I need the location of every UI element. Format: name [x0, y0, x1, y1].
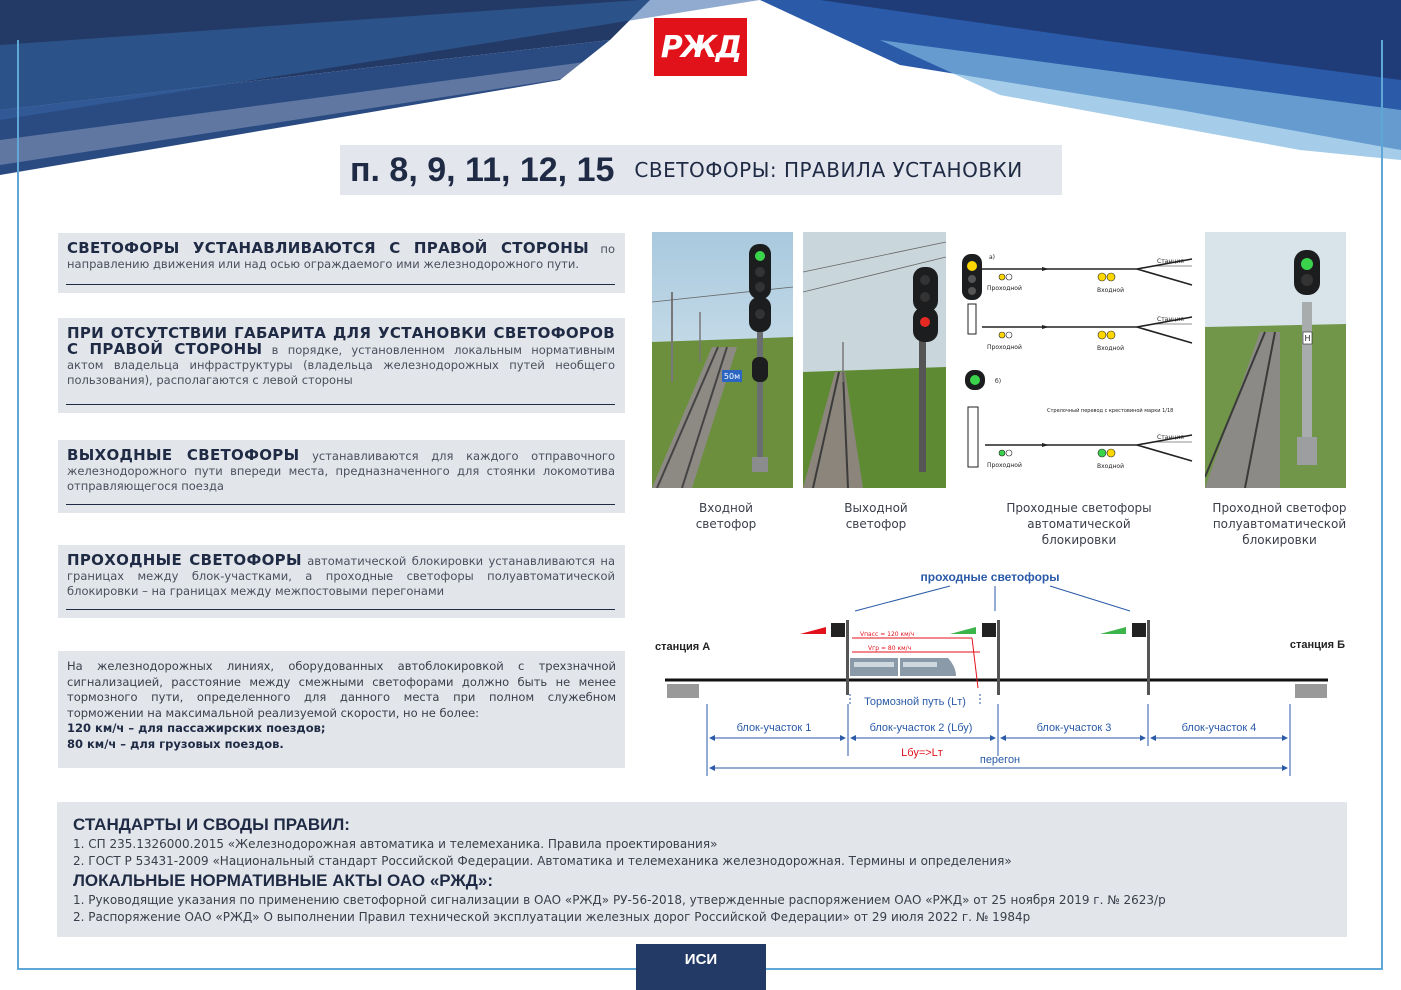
local-acts-heading: ЛОКАЛЬНЫЕ НОРМАТИВНЫЕ АКТЫ ОАО «РЖД»: [73, 871, 493, 890]
peregon-label: перегон [979, 754, 1021, 766]
rule-box-4 [58, 545, 625, 618]
standard-item: 2. ГОСТ Р 53431-2009 «Национальный стандарт Российской Федерации. Автоматика и телемеханика железнодорожная. Термины и определения» [73, 854, 1012, 868]
speed-passenger: Vпасс = 120 км/ч [860, 631, 915, 638]
scheme-station-label: Станция [1157, 434, 1184, 441]
scheme-station-label: Станция [1157, 258, 1184, 265]
local-act-item: 1. Руководящие указания по применению светофорной сигнализации в ОАО «РЖД» РУ-56-2018, утвержденные распоряжением ОАО «РЖД» от 25 ноября 2019 г. № 2623/р [73, 893, 1166, 907]
rule-body: устанавливаются для каждого отправочного железнодорожного пути впереди места, предназначенного для стоянки локомотива отправляющегося поезда [67, 449, 616, 493]
note-box [58, 651, 625, 768]
rzd-logo: РЖД [654, 18, 747, 76]
station-a-label: станция А [655, 641, 711, 653]
scheme-switch-label: Стрелочный перевод с крестовиной марки 1/18 [1047, 408, 1174, 414]
note-line-freight: 80 км/ч – для грузовых поездов. [67, 736, 284, 751]
photo-exit-signal [803, 232, 946, 488]
signal-plate: Н [1304, 334, 1311, 343]
block-3-label: блок-участок 3 [1036, 722, 1112, 734]
distance-sign-label: 50м [723, 372, 741, 381]
rule-box-1 [58, 233, 625, 293]
rule-head: ПРОХОДНЫЕ СВЕТОФОРЫ [67, 551, 302, 569]
rule-head: ПРИ ОТСУТСТВИИ ГАБАРИТА ДЛЯ УСТАНОВКИ СВЕТОФОРОВ С ПРАВОЙ СТОРОНЫ [67, 324, 615, 358]
standards-box [57, 802, 1347, 937]
signal-1 [800, 620, 849, 695]
scheme-automatic-block-signals [957, 232, 1197, 488]
footer-tab: ИСИ [636, 944, 766, 990]
caption-exit: Выходной светофор [844, 501, 908, 531]
rule-head: ВЫХОДНЫЕ СВЕТОФОРЫ [67, 446, 300, 464]
signal-3 [1100, 620, 1150, 695]
scheme-entry-label: Входной [1097, 463, 1124, 470]
local-act-item: 2. Распоряжение ОАО «РЖД» О выполнении Правил технической эксплуатации железных дорог Российской Федерации» от 29 июля 2022 г. № 1984р [73, 910, 1031, 924]
signal-2 [950, 620, 1000, 695]
rule-head: СВЕТОФОРЫ УСТАНАВЛИВАЮТСЯ С ПРАВОЙ СТОРОНЫ [67, 239, 589, 257]
title-number: п. 8, 9, 11, 12, 15 [350, 150, 615, 189]
relation-label: Lбу=>Lт [901, 747, 943, 759]
caption-semi-automatic: Проходной светофор полуавтоматической блокировки [1212, 501, 1347, 547]
scheme-b-label: б) [995, 378, 1002, 385]
rule-box-3 [58, 440, 625, 513]
scheme-passing-label: Проходной [987, 285, 1022, 292]
block-1-label: блок-участок 1 [736, 722, 812, 734]
speed-freight: Vгр = 80 км/ч [868, 645, 912, 652]
station-b-label: станция Б [1289, 639, 1345, 651]
rule-body: автоматической блокировки устанавливаются на границах между блок-участками, а проходные светофоры полуавтоматической блокировки – на границах между межпостовыми перегонами [67, 554, 616, 598]
page-title [340, 145, 1062, 195]
rule-body: в порядке, установленном локальным нормативным актом владельца инфраструктуры (владельца железнодорожных путей необщего пользования), располагаются с левой стороны [67, 343, 615, 387]
diagram-title: проходные светофоры [920, 570, 1060, 584]
note-line-passenger: 120 км/ч – для пассажирских поездов; [67, 721, 326, 735]
rule-box-2 [58, 318, 625, 413]
block-2-label: блок-участок 2 (Lбу) [869, 722, 973, 734]
caption-automatic: Проходные светофоры автоматической блокировки [1006, 501, 1152, 547]
scheme-passing-label: Проходной [987, 344, 1022, 351]
scheme-station-label: Станция [1157, 316, 1184, 323]
block-4-label: блок-участок 4 [1181, 722, 1257, 734]
train-icon [850, 658, 956, 676]
note-text: На железнодорожных линиях, оборудованных автоблокировкой с трехзначной сигнализацией, расстояние между смежными светофорами должно быть не менее тормозного пути, определенного для данного места при полном служебном торможении на максимальной реализуемой скорости, но не более: [67, 659, 616, 720]
block-section-diagram [650, 566, 1350, 776]
title-text: СВЕТОФОРЫ: ПРАВИЛА УСТАНОВКИ [634, 158, 1023, 182]
scheme-passing-label: Проходной [987, 462, 1022, 469]
rule-body: по направлению движения или над осью ограждаемого ими железнодорожного пути. [67, 242, 615, 271]
standards-heading: СТАНДАРТЫ И СВОДЫ ПРАВИЛ: [73, 815, 350, 834]
caption-entry: Входной светофор [695, 501, 757, 531]
scheme-a-label: а) [989, 254, 996, 261]
standard-item: 1. СП 235.1326000.2015 «Железнодорожная автоматика и телемеханика. Правила проектирования» [73, 837, 718, 851]
brake-path-label: Тормозной путь (Lт) [864, 696, 966, 708]
photo-entry-signal [652, 232, 793, 488]
photo-semi-automatic-signal [1205, 232, 1346, 488]
scheme-entry-label: Входной [1097, 345, 1124, 352]
scheme-entry-label: Входной [1097, 287, 1124, 294]
